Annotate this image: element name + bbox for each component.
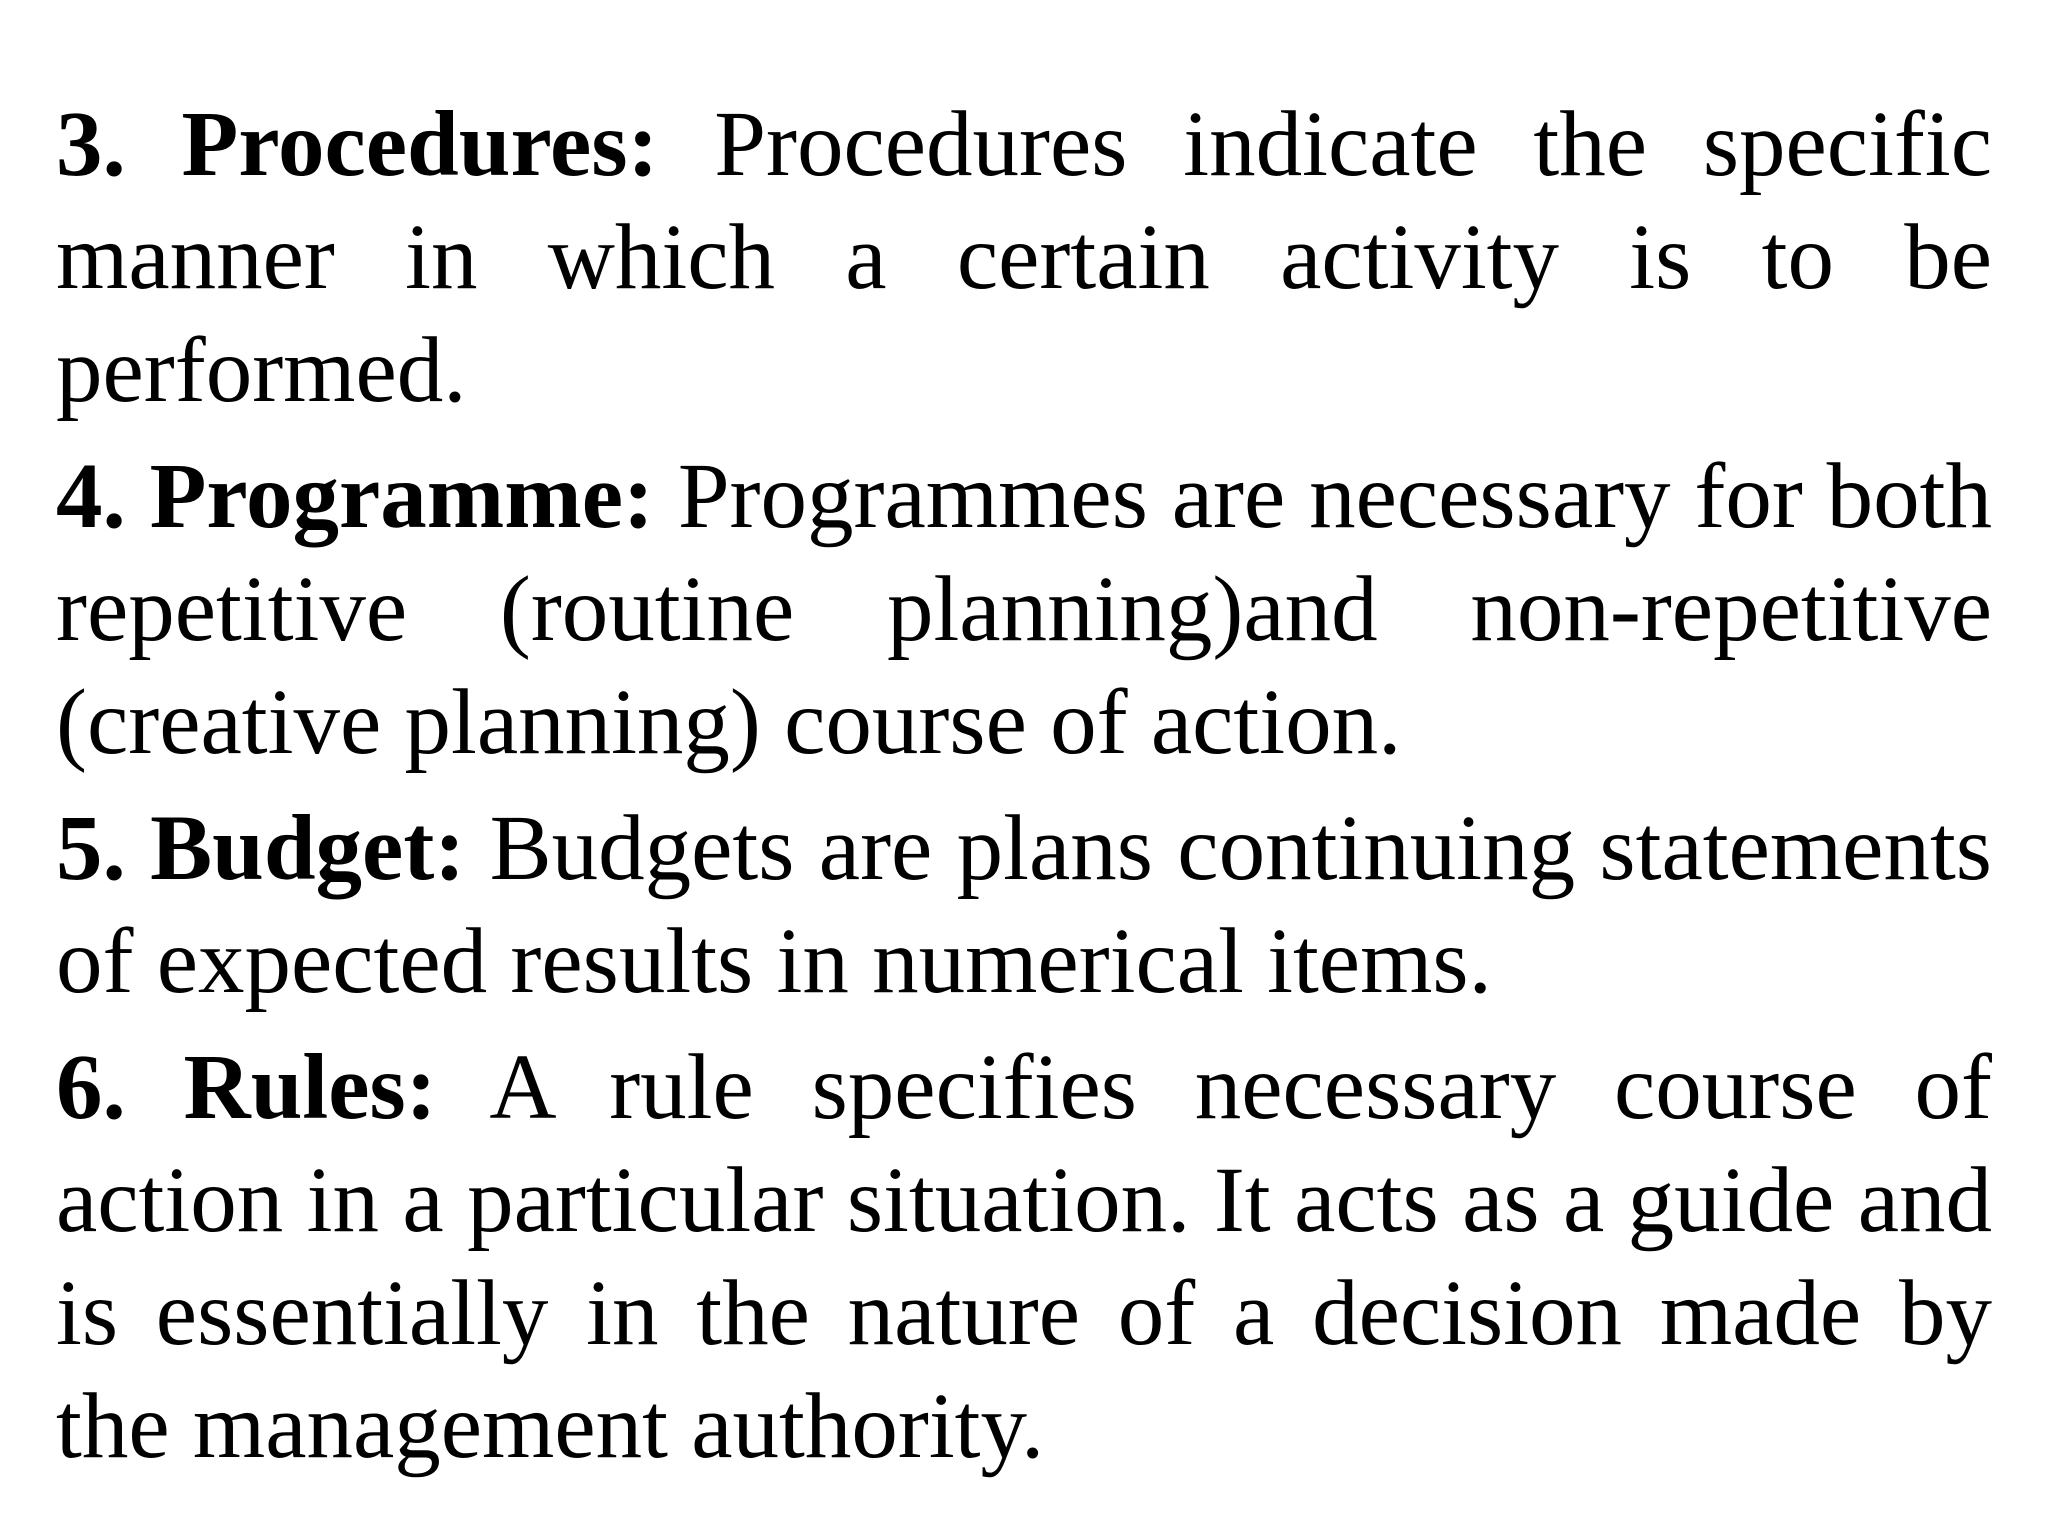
item-text: Procedures indicate the specific manner in which a certain activity is to be performed. (56, 93, 1993, 422)
item-term: 5. Budget: (56, 797, 466, 900)
item-procedures (56, 88, 1992, 427)
item-text: Budgets are plans continuing statements of expected results in numerical items. (56, 797, 1992, 1013)
item-programme (56, 440, 1992, 779)
item-text: A rule specifies necessary course of action in a particular situation. It acts as a guide and is essentially in the nature of a decision made by the management authority. (56, 1036, 1992, 1478)
item-budget (56, 792, 1992, 1018)
item-text: Programmes are necessary for both repetitive (routine planning)and non-repetitive (creative planning) course of action. (56, 445, 1993, 774)
item-term: 4. Programme: (56, 445, 654, 548)
item-rules (56, 1031, 1992, 1483)
item-term: 6. Rules: (56, 1036, 437, 1139)
content-body (56, 88, 1992, 1496)
item-term: 3. Procedures: (56, 93, 659, 196)
